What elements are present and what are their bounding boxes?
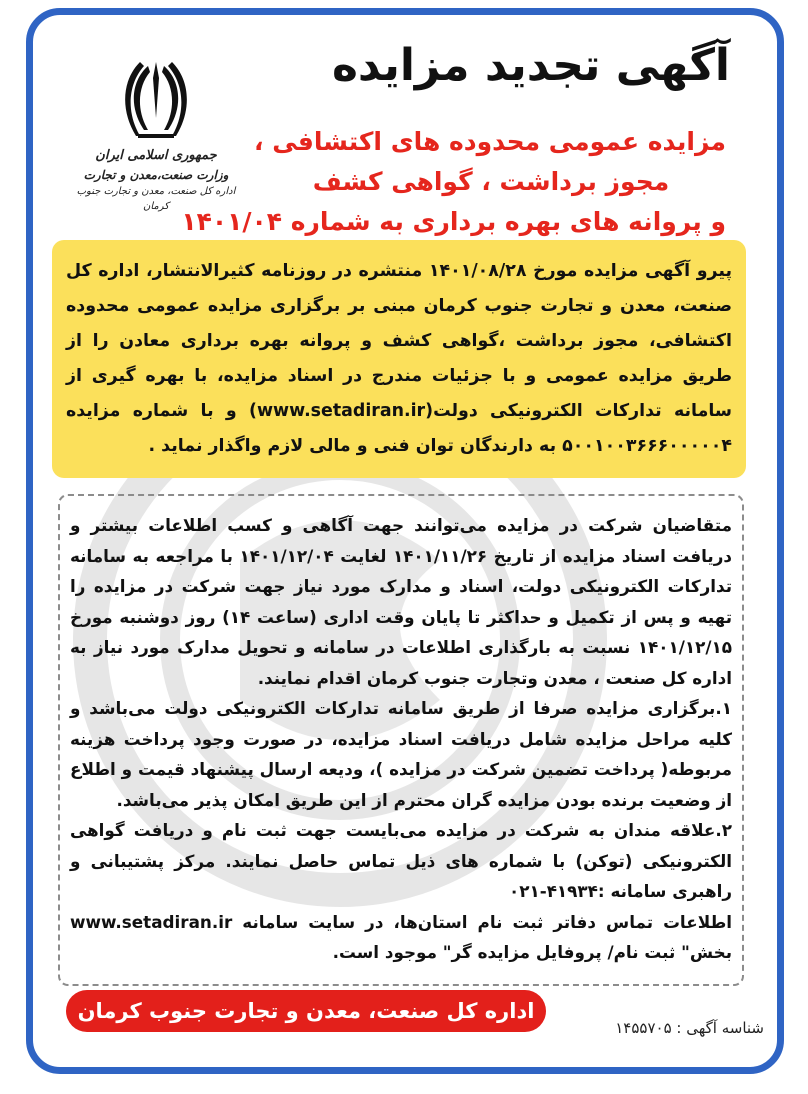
details-item-2: ۲.علاقه مندان به شرکت در مزایده می‌بایست جهت ثبت نام و دریافت گواهی الکترونیکی (توکن) با شماره های ذیل تماس حاصل نمایند. مرکز پشتیبانی و راهبری سامانه :۴۱۹۳۴-۰۲۱ <box>70 820 732 901</box>
notice-subtitle <box>181 122 726 242</box>
subtitle-line-3: و پروانه های بهره برداری به شماره ۱۴۰۱/۰۴ <box>181 207 726 236</box>
contact-text-end: بخش" ثبت نام/ پروفایل مزایده گر" موجود است. <box>332 942 732 962</box>
ministry-line-2: وزارت صنعت،معدن و تجارت <box>83 167 229 182</box>
ministry-line-1: جمهوری اسلامی ایران <box>95 148 217 163</box>
org-name-banner: اداره کل صنعت، معدن و تجارت جنوب کرمان <box>66 990 546 1032</box>
contact-website-link[interactable]: www.setadiran.ir <box>70 911 233 932</box>
details-box <box>58 494 744 986</box>
contact-text-start: اطلاعات تماس دفاتر ثبت نام استان‌ها، در سایت سامانه <box>242 911 733 932</box>
intro-text-end: ) و با شماره مزایده ۵۰۰۱۰۰۳۶۶۶۰۰۰۰۰۴ به دارندگان توان فنی و مالی لازم واگذار نماید . <box>66 401 732 456</box>
subtitle-line-2: مجوز برداشت ، گواهی کشف <box>312 167 670 196</box>
intro-box <box>52 240 746 478</box>
intro-text-start: پیرو آگهی مزایده مورخ ۱۴۰۱/۰۸/۲۸ منتشره در روزنامه کثیرالانتشار، اداره کل صنعت، معدن و تجارت جنوب کرمان مبنی بر برگزاری مزایده عمومی محدوده اکتشافی، مجوز برداشت ،گواهی کشف و پروانه بهره برداری معادن را از طریق مزایده عمومی و با جزئیات مندرج در اسناد مزایده، با بهره گیری از سامانه تدارکات الکترونیکی دولت( <box>66 261 732 421</box>
ad-id: شناسه آگهی : ۱۴۵۵۷۰۵ <box>615 1019 764 1037</box>
notice-title: آگهی تجدید مزایده <box>331 40 730 91</box>
intro-website-link[interactable]: www.setadiran.ir <box>256 401 426 421</box>
details-contact <box>70 907 732 968</box>
subtitle-line-1: مزایده عمومی محدوده های اکتشافی ، <box>254 127 726 156</box>
ministry-line-3: اداره کل صنعت، معدن و تجارت جنوب کرمان <box>76 185 236 212</box>
details-paragraph: متقاضیان شرکت در مزایده می‌توانند جهت آگاهی و کسب اطلاعات بیشتر و دریافت اسناد مزایده از تاریخ ۱۴۰۱/۱۱/۲۶ لغایت ۱۴۰۱/۱۲/۰۴ با مراجعه به سامانه تدارکات الکترونیکی دولت، اسناد و مدارک مورد نیاز جهت شرکت در مزایده را تهیه و پس از تکمیل و حداکثر تا پایان وقت اداری (ساعت ۱۴) روز دوشنبه مورخ ۱۴۰۱/۱۲/۱۵ نسبت به بارگذاری اطلاعات در سامانه و تحویل مدارک مورد نیاز به اداره کل صنعت ، معدن وتجارت جنوب کرمان اقدام نمایند. <box>70 515 733 688</box>
details-item-1: ۱.برگزاری مزایده صرفا از طریق سامانه تدارکات الکترونیکی دولت می‌باشد و کلیه مراحل مزایده شامل دریافت اسناد مزایده، در صورت وجود پرداخت هزینه مربوطه( پرداخت تضمین شرکت در مزایده )، ودیعه ارسال پیشنهاد قیمت و اطلاع از وضعیت برنده بودن مزایده گران محترم از این طریق امکان پذیر می‌باشد. <box>70 698 732 810</box>
iran-emblem-icon <box>118 58 194 142</box>
